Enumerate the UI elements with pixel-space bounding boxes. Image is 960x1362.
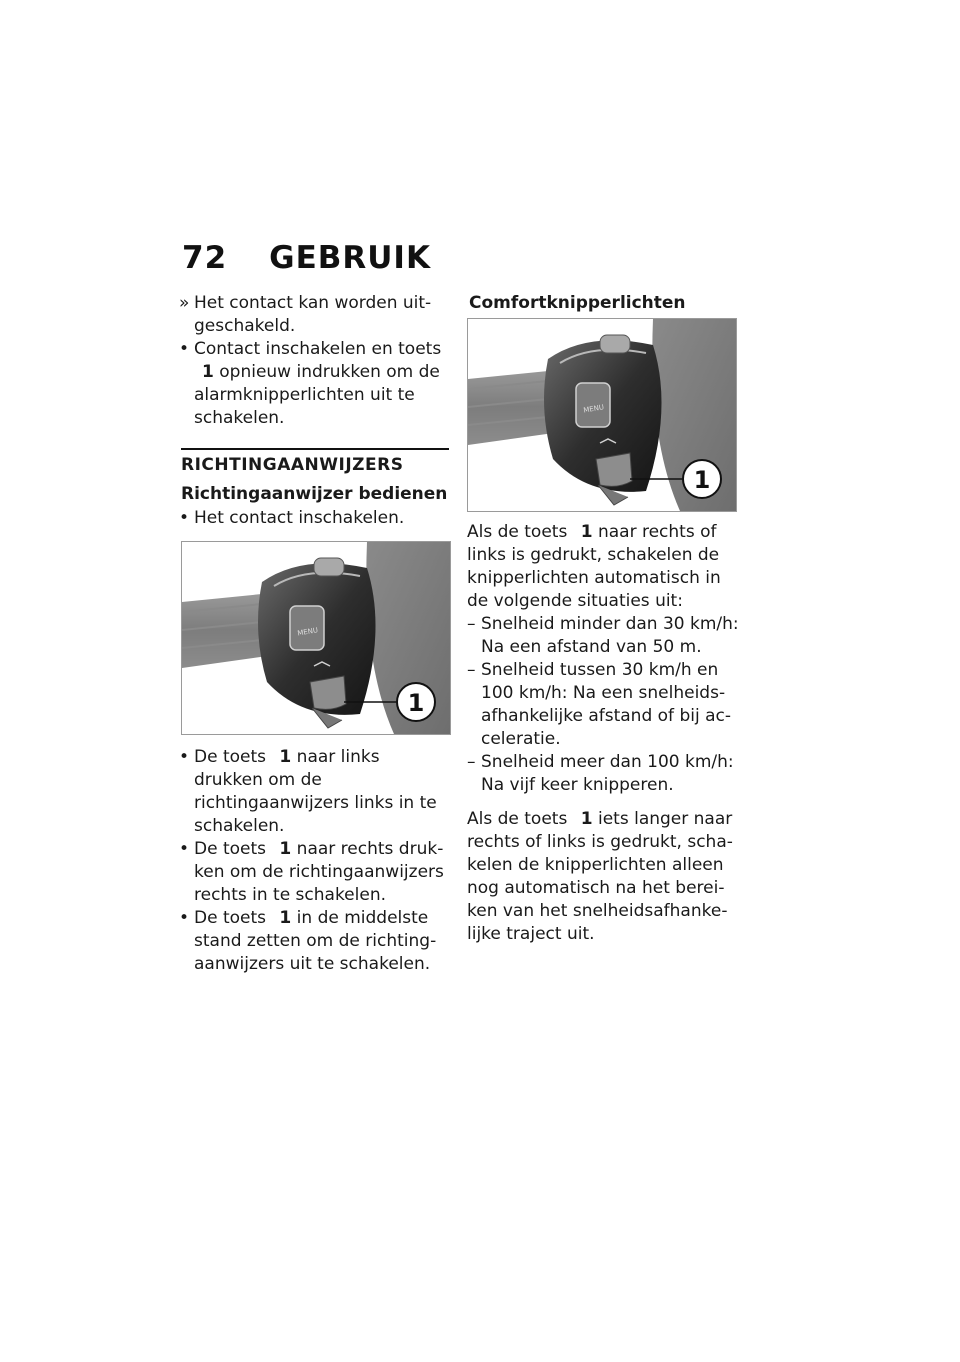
dash-marker: – [467,752,476,772]
dash-marker: – [467,660,476,680]
handlebar-switch-photo-icon [468,319,736,511]
left-column [179,292,451,976]
svg-text:MENU: MENU [296,626,319,638]
bullet-marker: • [179,839,190,859]
result-line [179,292,451,338]
key-reference: 1 [279,839,292,859]
dash-text: Snelheid tussen 30 km/h en 100 km/h: Na een snelheids-afhankelijke afstand of bij ac-celeratie. [481,660,731,749]
paragraph [467,521,741,613]
bullet-item [179,746,451,838]
paragraph-text-post: naar rechts of links is gedrukt, schakelen de knipperlichten automatisch in de volgende situaties uit: [467,522,721,611]
bullet-item [179,338,451,430]
section-title: RICHTINGAANWIJZERS [181,455,404,475]
key-reference: 1 [279,908,292,928]
bullet-text-pre: Contact inschakelen en toets [194,339,442,359]
chapter-title: GEBRUIK [269,240,431,276]
bullet-text-pre: De toets [194,908,267,928]
key-reference: 1 [202,362,214,382]
bullet-text-pre: De toets [194,839,267,859]
dash-list [467,613,741,797]
paragraph-text-pre: Als de toets [467,522,568,542]
bullet-marker: • [179,508,190,528]
bullet-item [179,838,451,907]
bullet-list [179,746,451,976]
paragraph-text-pre: Als de toets [467,809,568,829]
dash-item [467,613,741,659]
bullet-text-post: opnieuw indrukken om de alarmknipperlichten uit te schakelen. [194,362,440,428]
dash-marker: – [467,614,476,634]
page-header [182,240,431,276]
svg-text:MENU: MENU [582,403,605,415]
right-column [467,292,741,946]
bullet-item [179,507,451,530]
bullet-marker: • [179,339,190,359]
dash-item [467,751,741,797]
dash-item [467,659,741,751]
bullet-marker: • [179,747,190,767]
dash-text: Snelheid minder dan 30 km/h: Na een afstand van 50 m. [481,614,739,657]
bullet-item [179,907,451,976]
bullet-text: Het contact inschakelen. [194,508,405,528]
figure-callout: 1 [407,689,425,717]
result-text: Het contact kan worden uit-geschakeld. [194,293,432,336]
paragraph-text-post: iets langer naar rechts of links is gedrukt, scha-kelen de knipperlichten alleen nog automatisch na het berei-ken van het snelheidsafhanke-lijke traject uit. [467,809,733,944]
result-marker: » [179,293,190,313]
handlebar-switch-photo-icon [182,542,450,734]
handlebar-switch-figure [467,318,737,512]
bullet-text-pre: De toets [194,747,267,767]
page-number: 72 [182,240,228,276]
bullet-text-post: in de middelste stand zetten om de richting-aanwijzers uit te schakelen. [194,908,437,974]
section-divider [181,448,449,450]
key-reference: 1 [580,522,593,542]
dash-text: Snelheid meer dan 100 km/h: Na vijf keer knipperen. [481,752,734,795]
bullet-marker: • [179,908,190,928]
paragraph [467,808,741,946]
bullet-text-post: naar links drukken om de richtingaanwijzers links in te schakelen. [194,747,437,836]
subsection-title: Richtingaanwijzer bedienen [181,484,448,504]
key-reference: 1 [580,809,593,829]
subsection-title: Comfortknipperlichten [469,293,686,313]
bullet-text-post: naar rechts druk-ken om de richtingaanwijzers rechts in te schakelen. [194,839,444,905]
figure-callout: 1 [693,466,711,494]
key-reference: 1 [279,747,292,767]
handlebar-switch-figure [181,541,451,735]
